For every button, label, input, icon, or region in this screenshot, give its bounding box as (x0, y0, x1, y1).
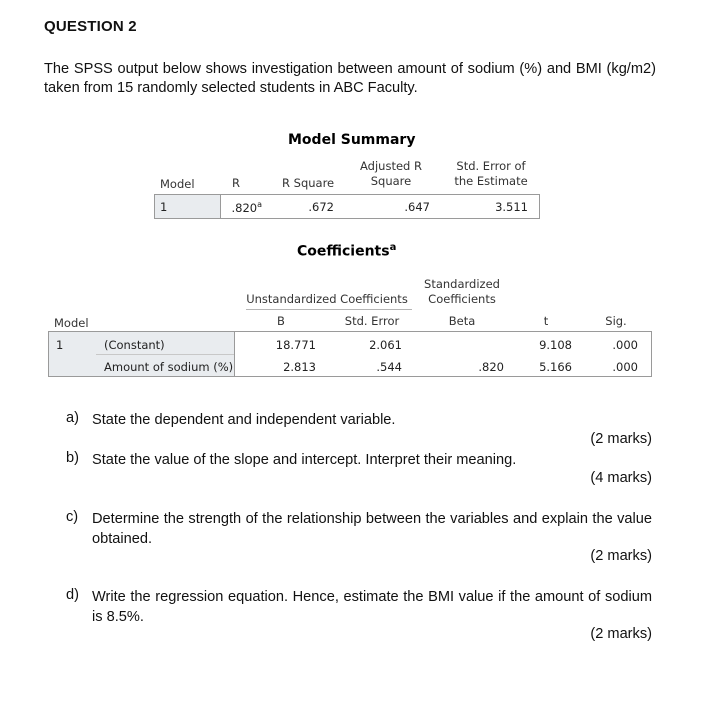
coef-col-divider (234, 332, 235, 376)
coef-row-label: (Constant) (104, 338, 165, 352)
ms-header-adj-r-square: Adjusted R Square (360, 159, 422, 188)
ms-cell-r-square: .672 (308, 200, 334, 214)
coef-header-unstandardized: Unstandardized Coefficients (246, 292, 408, 306)
coef-left-border (48, 332, 49, 376)
coef-header-sig: Sig. (605, 314, 627, 328)
sub-question-label: c) (66, 509, 79, 525)
coef-header-model: Model (54, 316, 89, 330)
ms-col-divider (220, 195, 221, 218)
ms-header-r-square: R Square (282, 176, 335, 190)
coef-header-b: B (277, 314, 285, 328)
coef-cell-t: 5.166 (539, 360, 572, 374)
coef-cell-sig: .000 (612, 360, 638, 374)
ms-right-border (539, 195, 540, 218)
sub-question-label: a) (66, 410, 79, 426)
coef-cell-b: 2.813 (283, 360, 316, 374)
sub-question-text: State the dependent and independent variable. (92, 412, 396, 428)
sub-question-text: Write the regression equation. Hence, estimate the BMI value if the amount of sodium is 8.5%. (92, 589, 652, 625)
sub-question-marks: (2 marks) (590, 431, 652, 447)
ms-cell-model: 1 (160, 200, 168, 214)
sub-question-marks: (2 marks) (590, 548, 652, 564)
question-heading: QUESTION 2 (44, 18, 137, 35)
sub-question-marks: (2 marks) (590, 626, 652, 642)
coef-row-separator (96, 354, 234, 355)
ms-cell-r: .820$^a$ (231, 200, 262, 215)
ms-left-border (154, 195, 155, 218)
coef-header-beta: Beta (448, 314, 476, 328)
coef-cell-model-number: 1 (56, 338, 64, 352)
ms-cell-std-error: 3.511 (495, 200, 528, 214)
coef-cell-std-error: .544 (376, 360, 402, 374)
coef-cell-sig: .000 (612, 338, 638, 352)
coef-header-t: t (543, 314, 549, 328)
coef-cell-b: 18.771 (275, 338, 316, 352)
coefficients-title: Coefficients$^a$ (297, 242, 397, 260)
coef-row-label: Amount of sodium (%) (104, 360, 234, 374)
coef-unstd-rule (246, 309, 412, 310)
sub-question-label: b) (66, 450, 79, 466)
sub-question-label: d) (66, 587, 79, 603)
model-summary-title: Model Summary (288, 132, 416, 148)
ms-cell-adj-r-square: .647 (404, 200, 430, 214)
coef-bottom-rule (48, 376, 652, 377)
ms-header-r: R (232, 176, 240, 190)
coef-cell-beta: .820 (478, 360, 504, 374)
intro-text: The SPSS output below shows investigation between amount of sodium (%) and BMI (kg/m2) taken from 15 randomly selected students in ABC Faculty. (44, 61, 656, 96)
coef-cell-t: 9.108 (539, 338, 572, 352)
coef-cell-std-error: 2.061 (369, 338, 402, 352)
ms-header-model: Model (160, 177, 195, 191)
ms-bottom-rule (154, 218, 540, 219)
sub-question-text: State the value of the slope and intercept. Interpret their meaning. (92, 452, 517, 468)
coef-header-std-error: Std. Error (344, 314, 400, 328)
coef-right-border (651, 332, 652, 376)
sub-question-marks: (4 marks) (590, 470, 652, 486)
sub-question-text: Determine the strength of the relationship between the variables and explain the value obtained. (92, 511, 652, 547)
ms-header-std-error: Std. Error of the Estimate (454, 159, 528, 188)
coef-header-standardized: Standardized Coefficients (424, 277, 500, 306)
